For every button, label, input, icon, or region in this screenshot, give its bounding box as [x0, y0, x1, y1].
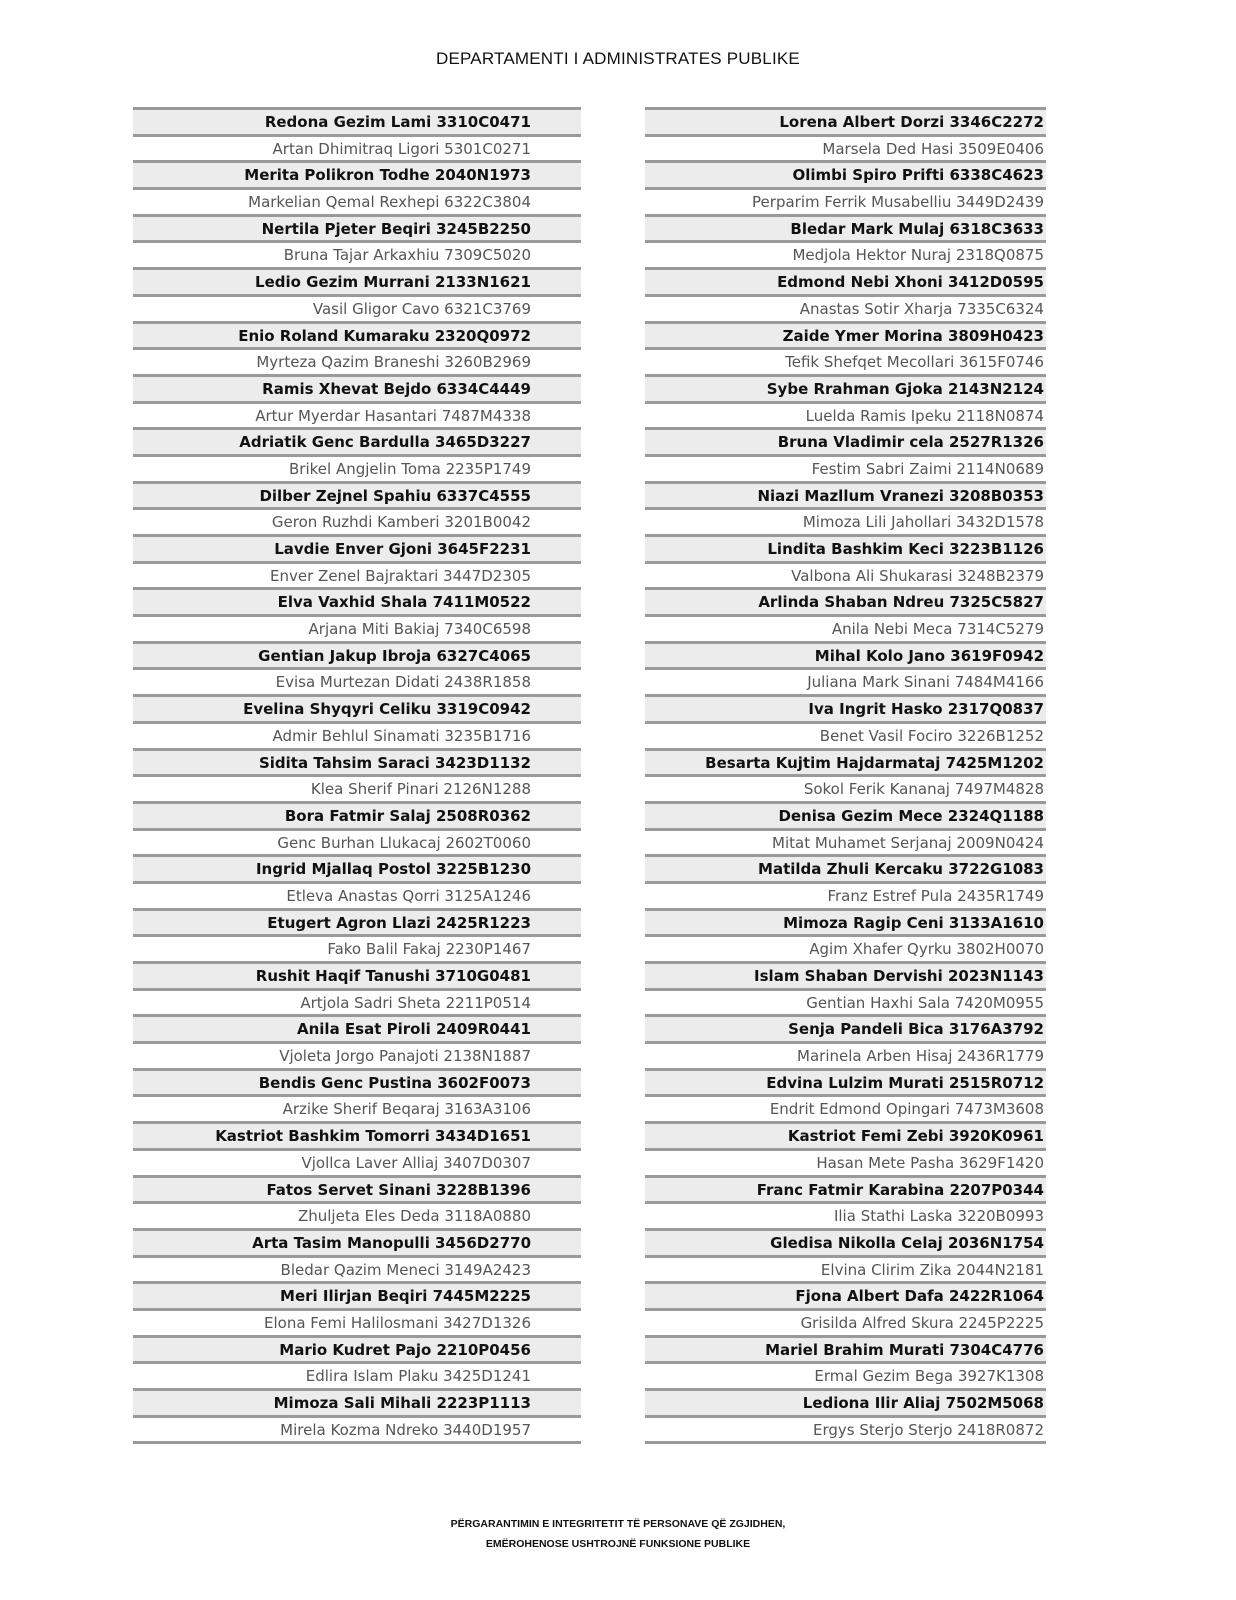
name-row: Nertila Pjeter Beqiri 3245B2250 — [133, 217, 581, 244]
name-row: Zaide Ymer Morina 3809H0423 — [645, 324, 1046, 351]
name-row: Islam Shaban Dervishi 2023N1143 — [645, 964, 1046, 991]
footer-line-2: EMËROHENOSE USHTROJNË FUNKSIONE PUBLIKE — [485, 1538, 751, 1550]
name-row: Geron Ruzhdi Kamberi 3201B0042 — [133, 510, 581, 537]
name-row: Benet Vasil Fociro 3226B1252 — [645, 724, 1046, 751]
name-row: Niazi Mazllum Vranezi 3208B0353 — [645, 484, 1046, 511]
name-row: Vjollca Laver Alliaj 3407D0307 — [133, 1151, 581, 1178]
name-row: Marinela Arben Hisaj 2436R1779 — [645, 1044, 1046, 1071]
name-row: Elvina Clirim Zika 2044N2181 — [645, 1258, 1046, 1285]
name-row: Kastriot Bashkim Tomorri 3434D1651 — [133, 1124, 581, 1151]
name-row: Marsela Ded Hasi 3509E0406 — [645, 137, 1046, 164]
name-row: Juliana Mark Sinani 7484M4166 — [645, 670, 1046, 697]
name-row: Klea Sherif Pinari 2126N1288 — [133, 777, 581, 804]
name-row: Enio Roland Kumaraku 2320Q0972 — [133, 324, 581, 351]
name-row: Bora Fatmir Salaj 2508R0362 — [133, 804, 581, 831]
name-row: Bledar Qazim Meneci 3149A2423 — [133, 1258, 581, 1285]
name-row: Admir Behlul Sinamati 3235B1716 — [133, 724, 581, 751]
name-row: Tefik Shefqet Mecollari 3615F0746 — [645, 350, 1046, 377]
page-footer — [0, 1514, 1236, 1554]
name-row: Mimoza Lili Jahollari 3432D1578 — [645, 510, 1046, 537]
name-row: Edvina Lulzim Murati 2515R0712 — [645, 1071, 1046, 1098]
name-row: Gentian Haxhi Sala 7420M0955 — [645, 991, 1046, 1018]
name-row: Sokol Ferik Kananaj 7497M4828 — [645, 777, 1046, 804]
name-row: Matilda Zhuli Kercaku 3722G1083 — [645, 857, 1046, 884]
name-row: Artjola Sadri Sheta 2211P0514 — [133, 991, 581, 1018]
name-row: Artan Dhimitraq Ligori 5301C0271 — [133, 137, 581, 164]
name-row: Bruna Tajar Arkaxhiu 7309C5020 — [133, 243, 581, 270]
names-list-right — [645, 107, 1046, 1444]
name-row: Senja Pandeli Bica 3176A3792 — [645, 1017, 1046, 1044]
name-row: Dilber Zejnel Spahiu 6337C4555 — [133, 484, 581, 511]
name-row: Evelina Shyqyri Celiku 3319C0942 — [133, 697, 581, 724]
name-row: Iva Ingrit Hasko 2317Q0837 — [645, 697, 1046, 724]
name-row: Meri Ilirjan Beqiri 7445M2225 — [133, 1284, 581, 1311]
name-row: Myrteza Qazim Braneshi 3260B2969 — [133, 350, 581, 377]
names-list-left — [133, 107, 581, 1444]
name-row: Rushit Haqif Tanushi 3710G0481 — [133, 964, 581, 991]
name-row: Anastas Sotir Xharja 7335C6324 — [645, 297, 1046, 324]
name-row: Besarta Kujtim Hajdarmataj 7425M1202 — [645, 751, 1046, 778]
name-row: Bledar Mark Mulaj 6318C3633 — [645, 217, 1046, 244]
name-row: Ingrid Mjallaq Postol 3225B1230 — [133, 857, 581, 884]
name-row: Festim Sabri Zaimi 2114N0689 — [645, 457, 1046, 484]
name-row: Bendis Genc Pustina 3602F0073 — [133, 1071, 581, 1098]
name-row: Zhuljeta Eles Deda 3118A0880 — [133, 1204, 581, 1231]
name-row: Luelda Ramis Ipeku 2118N0874 — [645, 404, 1046, 431]
name-row: Vjoleta Jorgo Panajoti 2138N1887 — [133, 1044, 581, 1071]
name-row: Mariel Brahim Murati 7304C4776 — [645, 1338, 1046, 1365]
name-row: Lorena Albert Dorzi 3346C2272 — [645, 110, 1046, 137]
name-row: Lavdie Enver Gjoni 3645F2231 — [133, 537, 581, 564]
name-row: Elva Vaxhid Shala 7411M0522 — [133, 590, 581, 617]
name-row: Franc Fatmir Karabina 2207P0344 — [645, 1178, 1046, 1205]
name-row: Ilia Stathi Laska 3220B0993 — [645, 1204, 1046, 1231]
name-row: Franz Estref Pula 2435R1749 — [645, 884, 1046, 911]
name-row: Etleva Anastas Qorri 3125A1246 — [133, 884, 581, 911]
footer-line-1: PËRGARANTIMIN E INTEGRITETIT TË PERSONAVE QË ZGJIDHEN, — [450, 1518, 786, 1530]
name-row: Grisilda Alfred Skura 2245P2225 — [645, 1311, 1046, 1338]
name-row: Lediona Ilir Aliaj 7502M5068 — [645, 1391, 1046, 1418]
name-row: Gentian Jakup Ibroja 6327C4065 — [133, 644, 581, 671]
name-row: Mihal Kolo Jano 3619F0942 — [645, 644, 1046, 671]
name-row: Elona Femi Halilosmani 3427D1326 — [133, 1311, 581, 1338]
name-row: Lindita Bashkim Keci 3223B1126 — [645, 537, 1046, 564]
name-row: Agim Xhafer Qyrku 3802H0070 — [645, 937, 1046, 964]
name-row: Evisa Murtezan Didati 2438R1858 — [133, 670, 581, 697]
name-row: Mario Kudret Pajo 2210P0456 — [133, 1338, 581, 1365]
name-row: Adriatik Genc Bardulla 3465D3227 — [133, 430, 581, 457]
name-row: Arzike Sherif Beqaraj 3163A3106 — [133, 1097, 581, 1124]
name-row: Ledio Gezim Murrani 2133N1621 — [133, 270, 581, 297]
name-row: Fjona Albert Dafa 2422R1064 — [645, 1284, 1046, 1311]
name-row: Medjola Hektor Nuraj 2318Q0875 — [645, 243, 1046, 270]
name-row: Merita Polikron Todhe 2040N1973 — [133, 163, 581, 190]
name-row: Artur Myerdar Hasantari 7487M4338 — [133, 404, 581, 431]
name-row: Markelian Qemal Rexhepi 6322C3804 — [133, 190, 581, 217]
name-row: Hasan Mete Pasha 3629F1420 — [645, 1151, 1046, 1178]
name-row: Mitat Muhamet Serjanaj 2009N0424 — [645, 831, 1046, 858]
name-row: Ramis Xhevat Bejdo 6334C4449 — [133, 377, 581, 404]
name-row: Edmond Nebi Xhoni 3412D0595 — [645, 270, 1046, 297]
page-title: DEPARTAMENTI I ADMINISTRATES PUBLIKE — [436, 49, 800, 68]
name-row: Anila Nebi Meca 7314C5279 — [645, 617, 1046, 644]
name-row: Ermal Gezim Bega 3927K1308 — [645, 1364, 1046, 1391]
name-row: Mimoza Sali Mihali 2223P1113 — [133, 1391, 581, 1418]
name-row: Arta Tasim Manopulli 3456D2770 — [133, 1231, 581, 1258]
name-row: Kastriot Femi Zebi 3920K0961 — [645, 1124, 1046, 1151]
name-row: Fako Balil Fakaj 2230P1467 — [133, 937, 581, 964]
name-row: Edlira Islam Plaku 3425D1241 — [133, 1364, 581, 1391]
name-row: Gledisa Nikolla Celaj 2036N1754 — [645, 1231, 1046, 1258]
name-row: Endrit Edmond Opingari 7473M3608 — [645, 1097, 1046, 1124]
name-row: Brikel Angjelin Toma 2235P1749 — [133, 457, 581, 484]
name-row: Ergys Sterjo Sterjo 2418R0872 — [645, 1418, 1046, 1445]
name-row: Mimoza Ragip Ceni 3133A1610 — [645, 911, 1046, 938]
name-row: Denisa Gezim Mece 2324Q1188 — [645, 804, 1046, 831]
name-row: Valbona Ali Shukarasi 3248B2379 — [645, 564, 1046, 591]
name-row: Fatos Servet Sinani 3228B1396 — [133, 1178, 581, 1205]
name-row: Mirela Kozma Ndreko 3440D1957 — [133, 1418, 581, 1445]
name-row: Anila Esat Piroli 2409R0441 — [133, 1017, 581, 1044]
name-row: Arjana Miti Bakiaj 7340C6598 — [133, 617, 581, 644]
name-row: Perparim Ferrik Musabelliu 3449D2439 — [645, 190, 1046, 217]
name-row: Etugert Agron Llazi 2425R1223 — [133, 911, 581, 938]
name-row: Olimbi Spiro Prifti 6338C4623 — [645, 163, 1046, 190]
name-row: Redona Gezim Lami 3310C0471 — [133, 110, 581, 137]
name-row: Enver Zenel Bajraktari 3447D2305 — [133, 564, 581, 591]
name-row: Arlinda Shaban Ndreu 7325C5827 — [645, 590, 1046, 617]
name-row: Sybe Rrahman Gjoka 2143N2124 — [645, 377, 1046, 404]
name-row: Vasil Gligor Cavo 6321C3769 — [133, 297, 581, 324]
name-row: Bruna Vladimir cela 2527R1326 — [645, 430, 1046, 457]
name-row: Genc Burhan Llukacaj 2602T0060 — [133, 831, 581, 858]
name-row: Sidita Tahsim Saraci 3423D1132 — [133, 751, 581, 778]
